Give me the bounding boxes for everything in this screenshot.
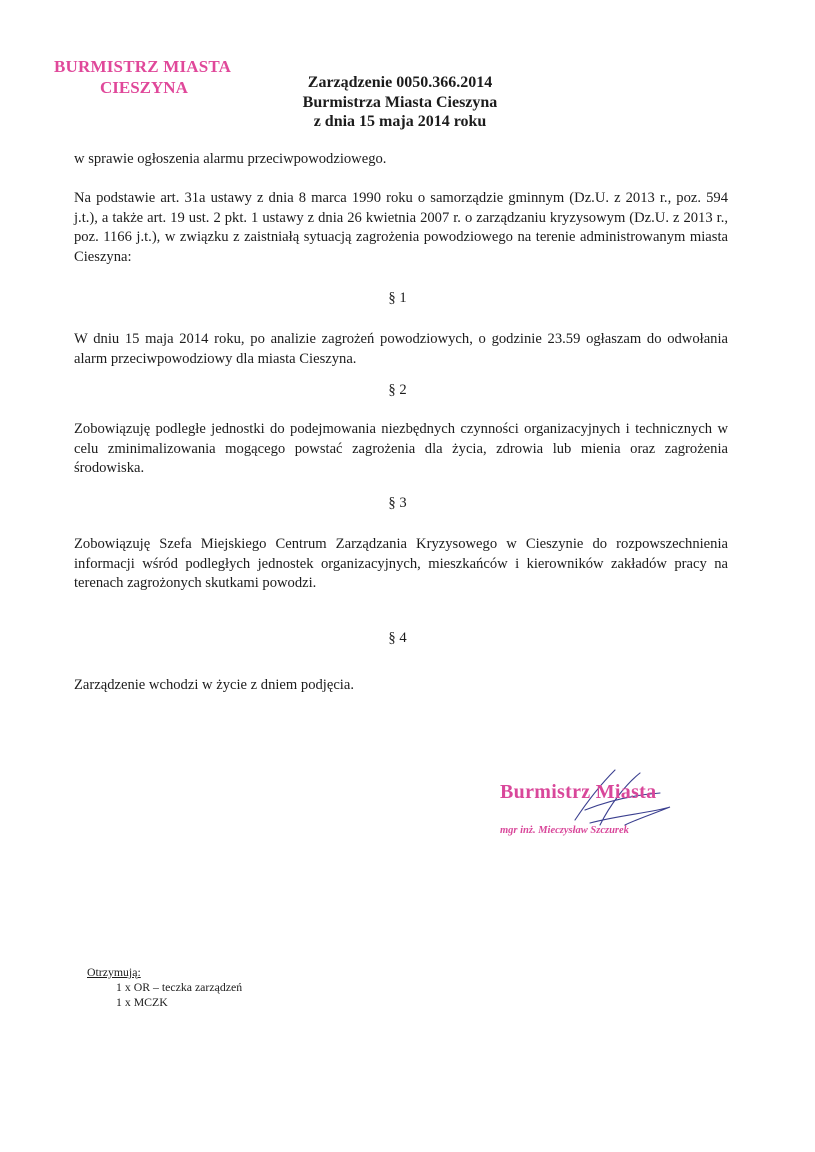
preamble-paragraph: Na podstawie art. 31a ustawy z dnia 8 marca 1990 roku o samorządzie gminnym (Dz.U. z 2013 r., poz. 594 j.t.), a także art. 19 ust. 2 pkt. 1 ustawy z dnia 26 kwietnia 2007 r. o zarządzaniu kryzysowym (Dz.U. z 2013 r., poz. 1166 j.t.), w związku z zaistniałą sytuacją zagrożenia powodziowego na terenie administrowanym miasta Cieszyna: (74, 190, 728, 265)
title-line-3: z dnia 15 maja 2014 roku (313, 113, 487, 130)
section-3-mark (0, 495, 815, 512)
section-1-mark-text: § 1 (388, 290, 407, 306)
section-1-mark (0, 290, 815, 307)
stamp-line-2: CIESZYNA (100, 78, 188, 97)
section-4-mark (0, 630, 815, 647)
section-4-mark-text: § 4 (388, 630, 407, 646)
recipients-list (87, 965, 242, 1010)
signature-block (500, 775, 730, 855)
section-1-paragraph: W dniu 15 maja 2014 roku, po analizie zagrożeń powodziowych, o godzinie 23.59 ogłaszam do odwołania alarm przeciwpowodziowy dla miasta Cieszyna. (74, 331, 728, 367)
section-2-paragraph: Zobowiązuję podległe jednostki do podejmowania niezbędnych czynności organizacyjnych i technicznych w celu zminimalizowania mogącego powstać zagrożenia dla życia, zdrowia lub mienia oraz zagrożenia środowiska. (74, 421, 728, 476)
office-stamp (54, 56, 254, 98)
section-2-mark (0, 382, 815, 399)
signature-title: Burmistrz Miasta (500, 781, 657, 803)
subject-line: w sprawie ogłoszenia alarmu przeciwpowodziowego. (74, 151, 387, 167)
section-3-mark-text: § 3 (388, 495, 407, 511)
recipients-heading: Otrzymują: (87, 965, 141, 979)
recipient-item: 1 x OR – teczka zarządzeń (116, 980, 243, 994)
title-line-1: Zarządzenie 0050.366.2014 (307, 74, 493, 91)
stamp-line-1: BURMISTRZ MIASTA (54, 57, 232, 76)
document-title (270, 73, 530, 132)
section-4-paragraph: Zarządzenie wchodzi w życie z dniem podjęcia. (74, 677, 354, 693)
section-2-mark-text: § 2 (388, 382, 407, 398)
title-line-2: Burmistrza Miasta Cieszyna (302, 93, 498, 111)
signature-name: mgr inż. Mieczysław Szczurek (500, 825, 629, 836)
section-3-paragraph: Zobowiązuję Szefa Miejskiego Centrum Zarządzania Kryzysowego w Cieszynie do rozpowszechnienia informacji wśród podległych jednostek organizacyjnych, mieszkańców i kierowników zakładów pracy na terenach zagrożonych skutkami powodzi. (74, 536, 728, 591)
recipient-item: 1 x MCZK (116, 995, 168, 1009)
